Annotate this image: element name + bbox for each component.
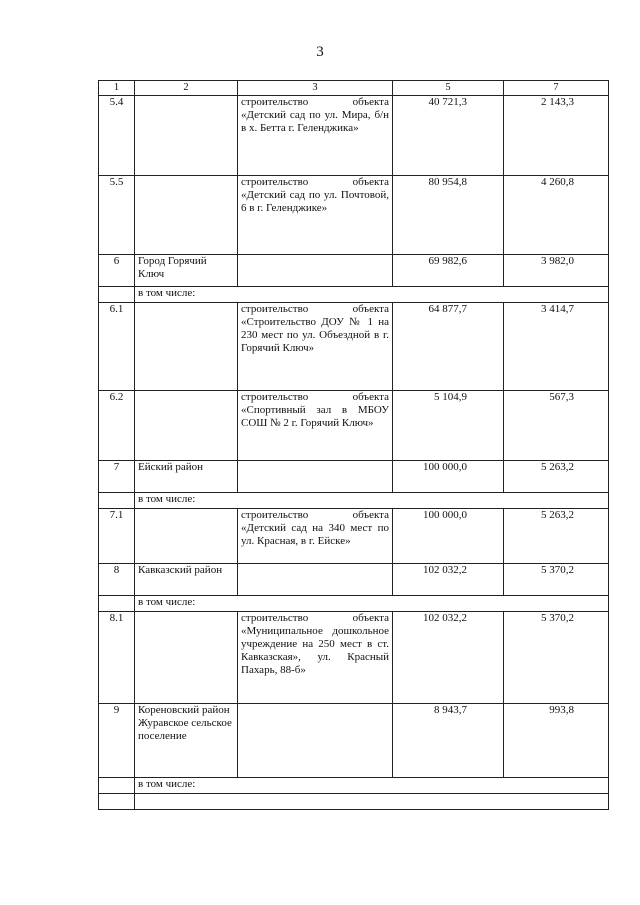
subtotal-row: [99, 596, 609, 612]
blank-cell: [135, 794, 609, 810]
cell-col-1: [99, 794, 135, 810]
cell-col-5: 69 982,6: [393, 255, 504, 287]
cell-col-7: 5 370,2: [504, 612, 609, 704]
cell-col-7: 3 982,0: [504, 255, 609, 287]
cell-col-1: 5.5: [99, 176, 135, 255]
cell-col-7: 993,8: [504, 704, 609, 778]
cell-col-3: строительство объекта «Муниципальное дошкольное учреждение на 250 мест в ст. Кавказская», ул. Красный Пахарь, 88-б»: [238, 612, 393, 704]
cell-col-1: [99, 287, 135, 303]
cell-col-2: [135, 391, 238, 461]
header-cell-5: 5: [393, 81, 504, 96]
cell-col-3: [238, 704, 393, 778]
budget-table: [98, 80, 609, 810]
table-row: [99, 461, 609, 493]
cell-col-2: [135, 96, 238, 176]
cell-col-5: 8 943,7: [393, 704, 504, 778]
cell-col-3: строительство объекта «Детский сад по ул. Мира, б/н в х. Бетта г. Геленджика»: [238, 96, 393, 176]
table-row: [99, 96, 609, 176]
cell-col-2: Кавказский район: [135, 564, 238, 596]
table-row: [99, 564, 609, 596]
cell-col-1: 6.2: [99, 391, 135, 461]
cell-col-3: строительство объекта «Строительство ДОУ № 1 на 230 мест по ул. Объездной в г. Горячий Ключ»: [238, 303, 393, 391]
cell-col-1: 7.1: [99, 509, 135, 564]
cell-col-2: Ейский район: [135, 461, 238, 493]
cell-col-1: 6: [99, 255, 135, 287]
blank-row: [99, 794, 609, 810]
cell-col-5: 40 721,3: [393, 96, 504, 176]
subtotal-row: [99, 287, 609, 303]
cell-col-2: [135, 303, 238, 391]
cell-col-2: [135, 509, 238, 564]
cell-col-2: [135, 176, 238, 255]
in-including-label: в том числе:: [135, 596, 609, 612]
cell-col-1: 7: [99, 461, 135, 493]
cell-col-7: 5 263,2: [504, 509, 609, 564]
cell-col-7: 567,3: [504, 391, 609, 461]
cell-col-1: [99, 493, 135, 509]
cell-col-5: 100 000,0: [393, 461, 504, 493]
header-cell-7: 7: [504, 81, 609, 96]
cell-col-3: строительство объекта «Детский сад по ул. Почтовой, 6 в г. Геленджике»: [238, 176, 393, 255]
table-row: [99, 303, 609, 391]
cell-col-1: 8.1: [99, 612, 135, 704]
cell-col-1: [99, 778, 135, 794]
cell-col-7: 5 370,2: [504, 564, 609, 596]
cell-col-5: 102 032,2: [393, 564, 504, 596]
cell-col-3: [238, 461, 393, 493]
table-row: [99, 704, 609, 778]
cell-col-1: 6.1: [99, 303, 135, 391]
header-cell-3: 3: [238, 81, 393, 96]
page-number: 3: [316, 44, 324, 60]
subtotal-row: [99, 493, 609, 509]
cell-col-1: 8: [99, 564, 135, 596]
in-including-label: в том числе:: [135, 778, 609, 794]
cell-col-3: строительство объекта «Спортивный зал в МБОУ СОШ № 2 г. Горячий Ключ»: [238, 391, 393, 461]
cell-col-3: [238, 255, 393, 287]
cell-col-1: [99, 596, 135, 612]
subtotal-row: [99, 778, 609, 794]
cell-col-3: [238, 564, 393, 596]
header-cell-1: 1: [99, 81, 135, 96]
cell-col-2: Кореновский район Журавское сельское поселение: [135, 704, 238, 778]
cell-col-5: 80 954,8: [393, 176, 504, 255]
cell-col-2: [135, 612, 238, 704]
cell-col-3: строительство объекта «Детский сад на 340 мест по ул. Красная, в г. Ейске»: [238, 509, 393, 564]
cell-col-5: 64 877,7: [393, 303, 504, 391]
in-including-label: в том числе:: [135, 287, 609, 303]
cell-col-7: 2 143,3: [504, 96, 609, 176]
in-including-label: в том числе:: [135, 493, 609, 509]
cell-col-7: 5 263,2: [504, 461, 609, 493]
table-row: [99, 391, 609, 461]
cell-col-1: 9: [99, 704, 135, 778]
header-cell-2: 2: [135, 81, 238, 96]
cell-col-5: 5 104,9: [393, 391, 504, 461]
cell-col-5: 100 000,0: [393, 509, 504, 564]
table-row: [99, 176, 609, 255]
table-row: [99, 509, 609, 564]
table-row: [99, 255, 609, 287]
table-row: [99, 612, 609, 704]
cell-col-7: 4 260,8: [504, 176, 609, 255]
cell-col-5: 102 032,2: [393, 612, 504, 704]
cell-col-2: Город Горячий Ключ: [135, 255, 238, 287]
cell-col-7: 3 414,7: [504, 303, 609, 391]
table-header-row: [99, 81, 609, 96]
table-body: [99, 81, 609, 810]
cell-col-1: 5.4: [99, 96, 135, 176]
